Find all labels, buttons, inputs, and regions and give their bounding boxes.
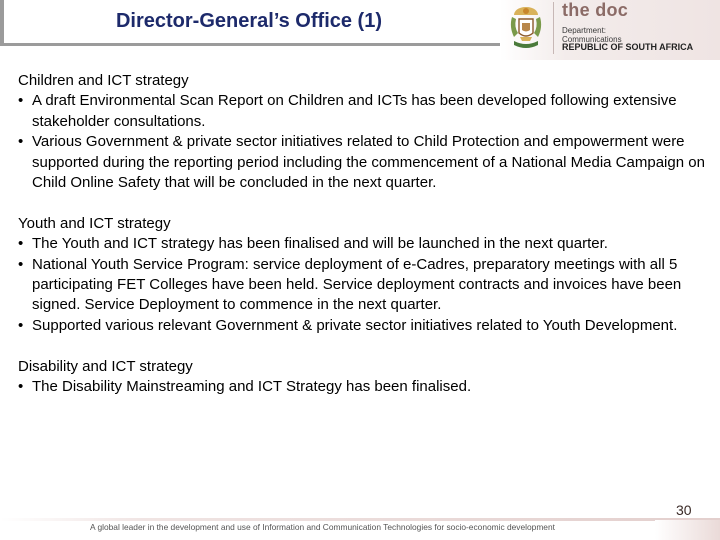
footer-divider [0,518,720,521]
bullet-text: Various Government & private sector initiatives related to Child Protection and empowerment were supported during the reporting period including the commencement of a National Media Campaign on Child Online Safety that will be concluded in the next quarter. [32,133,705,192]
slide-content [18,71,708,418]
bullet-text: The Youth and ICT strategy has been finalised and will be launched in the next quarter. [32,235,608,253]
section-heading: Youth and ICT strategy [18,214,171,232]
bullet-item [18,234,708,254]
bullet-marker: • [18,316,24,334]
page-title: Director-General’s Office (1) [115,10,382,32]
bullet-text: The Disability Mainstreaming and ICT Strategy has been finalised. [32,378,472,396]
bullet-item [18,255,708,316]
section-youth [18,214,708,336]
bullet-item [18,377,708,397]
bullet-item [18,91,708,132]
brand-name: the doc [562,0,629,20]
title-box [0,0,500,46]
bullet-marker: • [18,378,24,396]
footer-band [655,520,720,540]
bullet-item [18,132,708,193]
bullet-marker: • [18,255,24,273]
section-heading: Children and ICT strategy [18,72,189,89]
brand-department-label: Department: [562,26,607,35]
section-disability [18,357,708,398]
bullet-text: National Youth Service Program: service deployment of e-Cadres, preparatory meetings with all 5 participating FET Colleges have been held. Service deployment contracts and invoices have been signed. Service Deployment to commence in the next quarter. [32,255,682,314]
bullet-marker: • [18,235,24,253]
bullet-marker: • [18,133,24,151]
coat-of-arms-icon [506,3,546,53]
page-number: 30 [676,502,692,518]
section-children [18,71,708,193]
bullet-item [18,316,708,336]
bullet-text: A draft Environmental Scan Report on Children and ICTs has been developed following extensive stakeholder consultations. [32,92,677,130]
brand-department-name: Communications [562,35,622,44]
bullet-text: Supported various relevant Government & private sector initiatives related to Youth Development. [32,316,678,334]
footer-tagline: A global leader in the development and use of Information and Communication Technologies for socio-economic development [90,522,555,532]
department-logo [500,0,720,60]
bullet-marker: • [18,92,24,110]
section-heading: Disability and ICT strategy [18,357,193,375]
logo-divider [553,2,554,54]
brand-country: REPUBLIC OF SOUTH AFRICA [562,42,694,52]
